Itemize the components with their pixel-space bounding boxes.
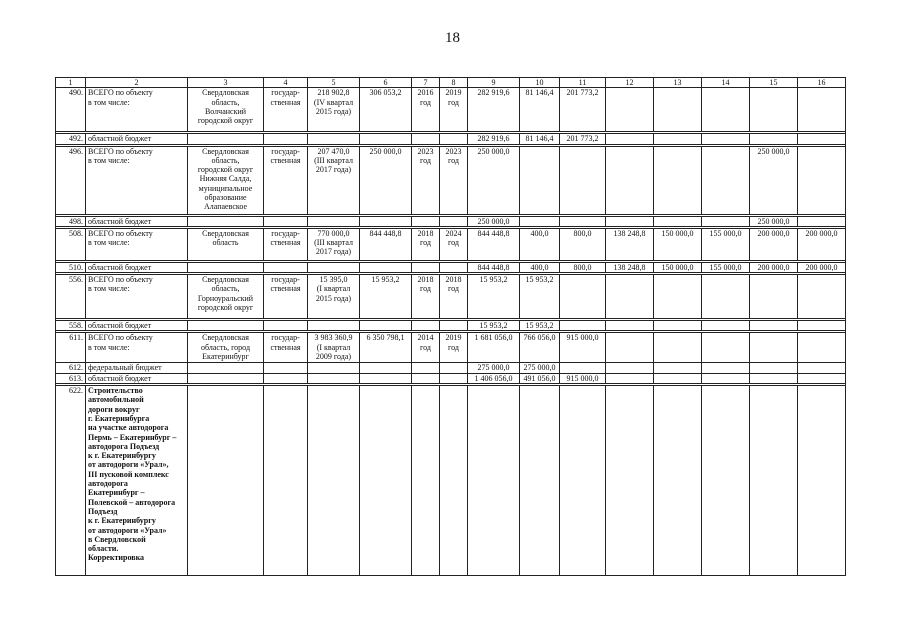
total-value: 15 953,2 xyxy=(468,275,520,319)
table-row xyxy=(56,228,846,260)
year-value: 155 000,0 xyxy=(702,228,750,260)
year-value: 275 000,0 xyxy=(520,363,560,373)
year-value: 150 000,0 xyxy=(654,262,702,272)
capacity-value: 218 902,8 (IV квартал 2015 года) xyxy=(308,88,360,132)
row-number: 510. xyxy=(56,262,86,272)
total-value: 275 000,0 xyxy=(468,363,520,373)
ownership-form xyxy=(264,386,308,576)
capacity-value xyxy=(308,321,360,331)
table-row xyxy=(56,275,846,319)
end-year: 2024 год xyxy=(440,228,468,260)
object-name: ВСЕГО по объекту в том числе: xyxy=(86,333,188,363)
end-year: 2018 год xyxy=(440,275,468,319)
end-year xyxy=(440,373,468,383)
year-value xyxy=(702,373,750,383)
municipality xyxy=(188,321,264,331)
year-value xyxy=(560,363,606,373)
year-value: 250 000,0 xyxy=(750,146,798,214)
year-value xyxy=(750,321,798,331)
table-row xyxy=(56,88,846,132)
year-value: 201 773,2 xyxy=(560,134,606,144)
object-name: областной бюджет xyxy=(86,134,188,144)
ownership-form: государ- ственная xyxy=(264,228,308,260)
table-row xyxy=(56,363,846,373)
col-header: 1 xyxy=(56,78,86,88)
year-value xyxy=(750,333,798,363)
col-header: 10 xyxy=(520,78,560,88)
ownership-form xyxy=(264,321,308,331)
row-number: 508. xyxy=(56,228,86,260)
year-value xyxy=(702,386,750,576)
estimate-value: 6 350 798,1 xyxy=(360,333,412,363)
year-value xyxy=(750,134,798,144)
year-value xyxy=(798,134,846,144)
year-value xyxy=(654,134,702,144)
estimate-value: 844 448,8 xyxy=(360,228,412,260)
col-header: 4 xyxy=(264,78,308,88)
capacity-value xyxy=(308,386,360,576)
year-value xyxy=(798,275,846,319)
col-header: 12 xyxy=(606,78,654,88)
year-value xyxy=(798,321,846,331)
year-value xyxy=(750,88,798,132)
total-value: 1 681 056,0 xyxy=(468,333,520,363)
year-value xyxy=(654,373,702,383)
object-name: областной бюджет xyxy=(86,262,188,272)
start-year xyxy=(412,134,440,144)
year-value xyxy=(798,363,846,373)
year-value xyxy=(702,363,750,373)
year-value: 200 000,0 xyxy=(750,262,798,272)
year-value xyxy=(606,146,654,214)
year-value xyxy=(606,88,654,132)
col-header: 11 xyxy=(560,78,606,88)
year-value xyxy=(750,386,798,576)
column-numbers-row xyxy=(56,78,846,88)
ownership-form xyxy=(264,134,308,144)
start-year: 2018 год xyxy=(412,228,440,260)
ownership-form: государ- ственная xyxy=(264,88,308,132)
col-header: 9 xyxy=(468,78,520,88)
year-value xyxy=(798,146,846,214)
year-value xyxy=(606,386,654,576)
ownership-form xyxy=(264,216,308,226)
total-value: 15 953,2 xyxy=(468,321,520,331)
year-value: 138 248,8 xyxy=(606,228,654,260)
year-value xyxy=(560,321,606,331)
object-name: областной бюджет xyxy=(86,373,188,383)
year-value xyxy=(798,216,846,226)
year-value xyxy=(654,363,702,373)
year-value: 400,0 xyxy=(520,262,560,272)
year-value xyxy=(702,88,750,132)
estimate-value: 306 053,2 xyxy=(360,88,412,132)
year-value xyxy=(654,146,702,214)
start-year xyxy=(412,321,440,331)
municipality xyxy=(188,262,264,272)
year-value xyxy=(606,216,654,226)
col-header: 15 xyxy=(750,78,798,88)
total-value: 844 448,8 xyxy=(468,228,520,260)
col-header: 2 xyxy=(86,78,188,88)
estimate-value xyxy=(360,363,412,373)
end-year xyxy=(440,262,468,272)
col-header: 3 xyxy=(188,78,264,88)
year-value xyxy=(750,363,798,373)
total-value: 250 000,0 xyxy=(468,146,520,214)
year-value: 15 953,2 xyxy=(520,275,560,319)
investment-table xyxy=(55,77,846,576)
col-header: 5 xyxy=(308,78,360,88)
year-value xyxy=(560,386,606,576)
col-header: 7 xyxy=(412,78,440,88)
total-value: 844 448,8 xyxy=(468,262,520,272)
total-value: 282 919,6 xyxy=(468,88,520,132)
year-value xyxy=(520,146,560,214)
estimate-value xyxy=(360,134,412,144)
object-name: ВСЕГО по объекту в том числе: xyxy=(86,275,188,319)
row-number: 611. xyxy=(56,333,86,363)
year-value xyxy=(798,386,846,576)
estimate-value: 15 953,2 xyxy=(360,275,412,319)
row-number: 613. xyxy=(56,373,86,383)
end-year: 2019 год xyxy=(440,88,468,132)
object-name: федеральный бюджет xyxy=(86,363,188,373)
year-value: 491 056,0 xyxy=(520,373,560,383)
object-name: областной бюджет xyxy=(86,321,188,331)
total-value: 282 919,6 xyxy=(468,134,520,144)
start-year: 2014 год xyxy=(412,333,440,363)
total-value xyxy=(468,386,520,576)
year-value xyxy=(654,321,702,331)
end-year xyxy=(440,321,468,331)
year-value xyxy=(606,134,654,144)
year-value: 15 953,2 xyxy=(520,321,560,331)
end-year xyxy=(440,363,468,373)
start-year xyxy=(412,373,440,383)
year-value: 915 000,0 xyxy=(560,373,606,383)
row-number: 556. xyxy=(56,275,86,319)
municipality xyxy=(188,373,264,383)
start-year xyxy=(412,363,440,373)
table-row xyxy=(56,146,846,214)
start-year xyxy=(412,216,440,226)
page-number: 18 xyxy=(445,30,460,46)
year-value xyxy=(560,146,606,214)
col-header: 8 xyxy=(440,78,468,88)
table-row xyxy=(56,216,846,226)
capacity-value: 15 395,0 (I квартал 2015 года) xyxy=(308,275,360,319)
estimate-value xyxy=(360,216,412,226)
total-value: 1 406 056,0 xyxy=(468,373,520,383)
estimate-value xyxy=(360,386,412,576)
year-value xyxy=(702,333,750,363)
municipality xyxy=(188,386,264,576)
year-value xyxy=(750,275,798,319)
year-value: 81 146,4 xyxy=(520,88,560,132)
col-header: 14 xyxy=(702,78,750,88)
capacity-value: 207 470,0 (III квартал 2017 года) xyxy=(308,146,360,214)
table-row xyxy=(56,386,846,576)
year-value xyxy=(520,216,560,226)
year-value: 800,0 xyxy=(560,262,606,272)
municipality: Свердловская область, город Екатеринбург xyxy=(188,333,264,363)
row-number: 612. xyxy=(56,363,86,373)
year-value xyxy=(798,373,846,383)
municipality: Свердловская область, Волчанский городской округ xyxy=(188,88,264,132)
ownership-form xyxy=(264,262,308,272)
end-year xyxy=(440,386,468,576)
municipality xyxy=(188,363,264,373)
year-value xyxy=(654,333,702,363)
year-value xyxy=(606,333,654,363)
year-value xyxy=(606,373,654,383)
end-year xyxy=(440,134,468,144)
ownership-form: государ- ственная xyxy=(264,333,308,363)
row-number: 558. xyxy=(56,321,86,331)
municipality xyxy=(188,134,264,144)
year-value xyxy=(606,363,654,373)
year-value xyxy=(560,216,606,226)
start-year xyxy=(412,386,440,576)
year-value xyxy=(702,134,750,144)
year-value: 150 000,0 xyxy=(654,228,702,260)
year-value: 81 146,4 xyxy=(520,134,560,144)
capacity-value xyxy=(308,134,360,144)
start-year: 2016 год xyxy=(412,88,440,132)
object-name: Строительство автомобильной дороги вокруг г. Екатеринбурга на участке автодорога Пермь – Екатеринбург – автодорога Подъезд к г. Екатеринбургу от автодороги «Урал», III пусковой комплекс автодорога Екатеринбург – Полевской – автодорога Подъезд к г. Екатеринбургу от автодороги «Урал» в Свердловской области. Корректировка xyxy=(86,386,188,576)
row-number: 498. xyxy=(56,216,86,226)
object-name: ВСЕГО по объекту в том числе: xyxy=(86,146,188,214)
capacity-value: 3 983 360,9 (I квартал 2009 года) xyxy=(308,333,360,363)
year-value xyxy=(702,275,750,319)
capacity-value xyxy=(308,262,360,272)
capacity-value xyxy=(308,216,360,226)
year-value xyxy=(702,321,750,331)
year-value xyxy=(702,216,750,226)
object-name: ВСЕГО по объекту в том числе: xyxy=(86,228,188,260)
ownership-form: государ- ственная xyxy=(264,275,308,319)
year-value: 915 000,0 xyxy=(560,333,606,363)
capacity-value xyxy=(308,373,360,383)
year-value xyxy=(654,275,702,319)
start-year: 2018 год xyxy=(412,275,440,319)
row-number: 492. xyxy=(56,134,86,144)
col-header: 6 xyxy=(360,78,412,88)
estimate-value xyxy=(360,321,412,331)
table-row xyxy=(56,134,846,144)
municipality: Свердловская область xyxy=(188,228,264,260)
year-value: 200 000,0 xyxy=(798,228,846,260)
year-value: 200 000,0 xyxy=(750,228,798,260)
row-number: 496. xyxy=(56,146,86,214)
ownership-form xyxy=(264,373,308,383)
year-value xyxy=(560,275,606,319)
row-number: 622. xyxy=(56,386,86,576)
year-value xyxy=(654,216,702,226)
object-name: ВСЕГО по объекту в том числе: xyxy=(86,88,188,132)
year-value xyxy=(606,275,654,319)
start-year xyxy=(412,262,440,272)
total-value: 250 000,0 xyxy=(468,216,520,226)
ownership-form: государ- ственная xyxy=(264,146,308,214)
end-year: 2019 год xyxy=(440,333,468,363)
municipality: Свердловская область, городской округ Нижняя Салда, муниципальное образование Алапаевское xyxy=(188,146,264,214)
year-value: 400,0 xyxy=(520,228,560,260)
col-header: 16 xyxy=(798,78,846,88)
year-value xyxy=(798,88,846,132)
estimate-value xyxy=(360,373,412,383)
end-year: 2023 год xyxy=(440,146,468,214)
year-value: 800,0 xyxy=(560,228,606,260)
year-value xyxy=(654,386,702,576)
municipality xyxy=(188,216,264,226)
table-row xyxy=(56,321,846,331)
year-value xyxy=(520,386,560,576)
year-value: 155 000,0 xyxy=(702,262,750,272)
estimate-value: 250 000,0 xyxy=(360,146,412,214)
year-value xyxy=(654,88,702,132)
year-value: 201 773,2 xyxy=(560,88,606,132)
table-row xyxy=(56,373,846,383)
object-name: областной бюджет xyxy=(86,216,188,226)
estimate-value xyxy=(360,262,412,272)
year-value: 250 000,0 xyxy=(750,216,798,226)
row-number: 490. xyxy=(56,88,86,132)
year-value xyxy=(606,321,654,331)
year-value xyxy=(798,333,846,363)
capacity-value xyxy=(308,363,360,373)
year-value: 766 056,0 xyxy=(520,333,560,363)
table-row xyxy=(56,262,846,272)
end-year xyxy=(440,216,468,226)
ownership-form xyxy=(264,363,308,373)
year-value xyxy=(750,373,798,383)
municipality: Свердловская область, Горноуральский городской округ xyxy=(188,275,264,319)
year-value: 200 000,0 xyxy=(798,262,846,272)
capacity-value: 770 000,0 (III квартал 2017 года) xyxy=(308,228,360,260)
year-value xyxy=(702,146,750,214)
col-header: 13 xyxy=(654,78,702,88)
year-value: 138 248,8 xyxy=(606,262,654,272)
start-year: 2023 год xyxy=(412,146,440,214)
table-row xyxy=(56,333,846,363)
